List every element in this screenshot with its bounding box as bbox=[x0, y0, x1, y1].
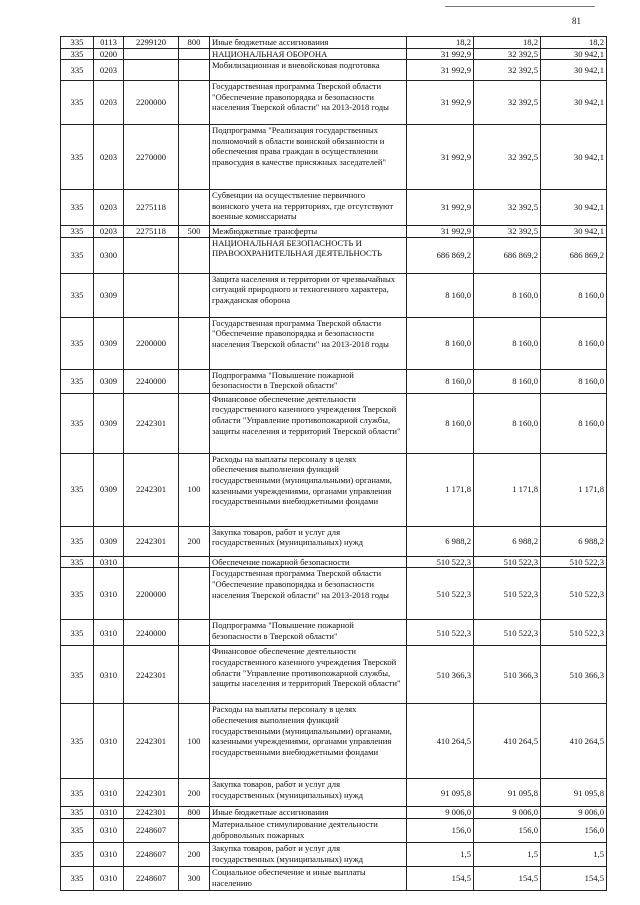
amount-year3-cell: 510 522,3 bbox=[541, 620, 607, 646]
amount-year2-cell: 32 392,5 bbox=[474, 190, 541, 226]
amount-year3-cell: 91 095,8 bbox=[541, 779, 607, 807]
expense-kind-cell: 800 bbox=[179, 807, 210, 819]
amount-year3-cell: 30 942,1 bbox=[541, 125, 607, 190]
amount-year2-cell: 18,2 bbox=[474, 37, 541, 49]
admin-code-cell: 335 bbox=[61, 568, 94, 620]
amount-year3-cell: 30 942,1 bbox=[541, 81, 607, 125]
target-code-cell bbox=[124, 48, 179, 60]
expense-kind-cell bbox=[179, 620, 210, 646]
target-code-cell: 2248607 bbox=[124, 866, 179, 890]
amount-year1-cell: 510 366,3 bbox=[407, 646, 474, 704]
section-code-cell: 0300 bbox=[94, 237, 124, 273]
admin-code-cell: 335 bbox=[61, 226, 94, 238]
description-cell: Государственная программа Тверской области "Обеспечение правопорядка и безопасности населения Тверской области" на 2013-2018 годы bbox=[210, 568, 407, 620]
amount-year2-cell: 686 869,2 bbox=[474, 237, 541, 273]
description-cell: Социальное обеспечение и иные выплаты населению bbox=[210, 866, 407, 890]
expense-kind-cell: 200 bbox=[179, 779, 210, 807]
table-row bbox=[61, 190, 607, 226]
amount-year1-cell: 31 992,9 bbox=[407, 60, 474, 81]
amount-year1-cell: 8 160,0 bbox=[407, 317, 474, 369]
target-code-cell: 2200000 bbox=[124, 317, 179, 369]
amount-year2-cell: 32 392,5 bbox=[474, 60, 541, 81]
section-code-cell: 0309 bbox=[94, 453, 124, 526]
section-code-cell: 0310 bbox=[94, 704, 124, 779]
amount-year3-cell: 18,2 bbox=[541, 37, 607, 49]
section-code-cell: 0310 bbox=[94, 807, 124, 819]
expense-kind-cell: 500 bbox=[179, 226, 210, 238]
admin-code-cell: 335 bbox=[61, 48, 94, 60]
table-row bbox=[61, 393, 607, 453]
amount-year3-cell: 30 942,1 bbox=[541, 226, 607, 238]
description-cell: Субвенции на осуществление первичного воинского учета на территориях, где отсутствуют военные комиссариаты bbox=[210, 190, 407, 226]
amount-year3-cell: 156,0 bbox=[541, 818, 607, 842]
description-cell: НАЦИОНАЛЬНАЯ БЕЗОПАСНОСТЬ И ПРАВООХРАНИТЕЛЬНАЯ ДЕЯТЕЛЬНОСТЬ bbox=[210, 237, 407, 273]
amount-year3-cell: 8 160,0 bbox=[541, 393, 607, 453]
section-code-cell: 0310 bbox=[94, 568, 124, 620]
expense-kind-cell bbox=[179, 818, 210, 842]
target-code-cell bbox=[124, 273, 179, 317]
table-row bbox=[61, 556, 607, 568]
page-number: 81 bbox=[572, 16, 581, 26]
budget-table bbox=[60, 36, 607, 891]
expense-kind-cell bbox=[179, 273, 210, 317]
target-code-cell bbox=[124, 237, 179, 273]
admin-code-cell: 335 bbox=[61, 369, 94, 393]
table-row bbox=[61, 620, 607, 646]
admin-code-cell: 335 bbox=[61, 237, 94, 273]
top-rule bbox=[445, 6, 595, 7]
section-code-cell: 0310 bbox=[94, 646, 124, 704]
admin-code-cell: 335 bbox=[61, 807, 94, 819]
description-cell: Иные бюджетные ассигнования bbox=[210, 807, 407, 819]
target-code-cell: 2242301 bbox=[124, 807, 179, 819]
admin-code-cell: 335 bbox=[61, 646, 94, 704]
amount-year2-cell: 9 006,0 bbox=[474, 807, 541, 819]
expense-kind-cell: 100 bbox=[179, 453, 210, 526]
expense-kind-cell bbox=[179, 190, 210, 226]
amount-year2-cell: 510 522,3 bbox=[474, 556, 541, 568]
table-row bbox=[61, 37, 607, 49]
target-code-cell bbox=[124, 60, 179, 81]
amount-year2-cell: 510 522,3 bbox=[474, 568, 541, 620]
expense-kind-cell bbox=[179, 646, 210, 704]
amount-year2-cell: 32 392,5 bbox=[474, 226, 541, 238]
target-code-cell: 2299120 bbox=[124, 37, 179, 49]
description-cell: Расходы на выплаты персоналу в целях обеспечения выполнения функций государственными (муниципальными) органами, казенными учреждениями, органами управления государственными внебюджетными фондами bbox=[210, 453, 407, 526]
table-row bbox=[61, 807, 607, 819]
target-code-cell: 2242301 bbox=[124, 646, 179, 704]
admin-code-cell: 335 bbox=[61, 60, 94, 81]
admin-code-cell: 335 bbox=[61, 866, 94, 890]
section-code-cell: 0309 bbox=[94, 369, 124, 393]
target-code-cell: 2200000 bbox=[124, 568, 179, 620]
target-code-cell bbox=[124, 556, 179, 568]
amount-year1-cell: 510 522,3 bbox=[407, 568, 474, 620]
description-cell: Материальное стимулирование деятельности добровольных пожарных bbox=[210, 818, 407, 842]
section-code-cell: 0203 bbox=[94, 60, 124, 81]
admin-code-cell: 335 bbox=[61, 37, 94, 49]
expense-kind-cell bbox=[179, 237, 210, 273]
description-cell: Межбюджетные трансферты bbox=[210, 226, 407, 238]
target-code-cell: 2270000 bbox=[124, 125, 179, 190]
target-code-cell: 2242301 bbox=[124, 704, 179, 779]
target-code-cell: 2240000 bbox=[124, 620, 179, 646]
expense-kind-cell bbox=[179, 125, 210, 190]
section-code-cell: 0203 bbox=[94, 226, 124, 238]
description-cell: НАЦИОНАЛЬНАЯ ОБОРОНА bbox=[210, 48, 407, 60]
amount-year2-cell: 1,5 bbox=[474, 842, 541, 866]
amount-year1-cell: 156,0 bbox=[407, 818, 474, 842]
admin-code-cell: 335 bbox=[61, 818, 94, 842]
amount-year3-cell: 510 522,3 bbox=[541, 556, 607, 568]
target-code-cell: 2240000 bbox=[124, 369, 179, 393]
amount-year1-cell: 410 264,5 bbox=[407, 704, 474, 779]
amount-year3-cell: 510 366,3 bbox=[541, 646, 607, 704]
amount-year2-cell: 510 522,3 bbox=[474, 620, 541, 646]
amount-year1-cell: 31 992,9 bbox=[407, 125, 474, 190]
target-code-cell: 2275118 bbox=[124, 226, 179, 238]
admin-code-cell: 335 bbox=[61, 453, 94, 526]
amount-year2-cell: 32 392,5 bbox=[474, 48, 541, 60]
amount-year1-cell: 31 992,9 bbox=[407, 190, 474, 226]
amount-year3-cell: 30 942,1 bbox=[541, 190, 607, 226]
admin-code-cell: 335 bbox=[61, 317, 94, 369]
admin-code-cell: 335 bbox=[61, 526, 94, 556]
expense-kind-cell: 200 bbox=[179, 842, 210, 866]
amount-year3-cell: 30 942,1 bbox=[541, 60, 607, 81]
section-code-cell: 0310 bbox=[94, 779, 124, 807]
admin-code-cell: 335 bbox=[61, 125, 94, 190]
amount-year2-cell: 410 264,5 bbox=[474, 704, 541, 779]
amount-year3-cell: 8 160,0 bbox=[541, 317, 607, 369]
amount-year1-cell: 510 522,3 bbox=[407, 620, 474, 646]
amount-year2-cell: 8 160,0 bbox=[474, 393, 541, 453]
section-code-cell: 0309 bbox=[94, 317, 124, 369]
table-row bbox=[61, 866, 607, 890]
expense-kind-cell: 300 bbox=[179, 866, 210, 890]
admin-code-cell: 335 bbox=[61, 620, 94, 646]
amount-year1-cell: 18,2 bbox=[407, 37, 474, 49]
section-code-cell: 0310 bbox=[94, 866, 124, 890]
target-code-cell: 2242301 bbox=[124, 526, 179, 556]
expense-kind-cell bbox=[179, 556, 210, 568]
amount-year1-cell: 8 160,0 bbox=[407, 273, 474, 317]
amount-year1-cell: 31 992,9 bbox=[407, 226, 474, 238]
amount-year1-cell: 154,5 bbox=[407, 866, 474, 890]
admin-code-cell: 335 bbox=[61, 842, 94, 866]
amount-year1-cell: 6 988,2 bbox=[407, 526, 474, 556]
description-cell: Иные бюджетные ассигнования bbox=[210, 37, 407, 49]
table-row bbox=[61, 237, 607, 273]
amount-year2-cell: 510 366,3 bbox=[474, 646, 541, 704]
amount-year1-cell: 8 160,0 bbox=[407, 393, 474, 453]
section-code-cell: 0203 bbox=[94, 125, 124, 190]
expense-kind-cell bbox=[179, 568, 210, 620]
amount-year3-cell: 30 942,1 bbox=[541, 48, 607, 60]
amount-year3-cell: 9 006,0 bbox=[541, 807, 607, 819]
description-cell: Обеспечение пожарной безопасности bbox=[210, 556, 407, 568]
table-row bbox=[61, 779, 607, 807]
target-code-cell: 2242301 bbox=[124, 453, 179, 526]
target-code-cell: 2275118 bbox=[124, 190, 179, 226]
section-code-cell: 0203 bbox=[94, 190, 124, 226]
description-cell: Мобилизационная и вневойсковая подготовка bbox=[210, 60, 407, 81]
table-row bbox=[61, 526, 607, 556]
amount-year3-cell: 1 171,8 bbox=[541, 453, 607, 526]
target-code-cell: 2242301 bbox=[124, 393, 179, 453]
section-code-cell: 0309 bbox=[94, 273, 124, 317]
amount-year3-cell: 8 160,0 bbox=[541, 273, 607, 317]
amount-year2-cell: 8 160,0 bbox=[474, 369, 541, 393]
table-row bbox=[61, 568, 607, 620]
amount-year3-cell: 410 264,5 bbox=[541, 704, 607, 779]
description-cell: Подпрограмма "Повышение пожарной безопасности в Тверской области" bbox=[210, 369, 407, 393]
amount-year1-cell: 686 869,2 bbox=[407, 237, 474, 273]
section-code-cell: 0310 bbox=[94, 818, 124, 842]
table-row bbox=[61, 818, 607, 842]
section-code-cell: 0203 bbox=[94, 81, 124, 125]
amount-year2-cell: 8 160,0 bbox=[474, 273, 541, 317]
amount-year1-cell: 8 160,0 bbox=[407, 369, 474, 393]
amount-year2-cell: 156,0 bbox=[474, 818, 541, 842]
amount-year2-cell: 8 160,0 bbox=[474, 317, 541, 369]
description-cell: Государственная программа Тверской области "Обеспечение правопорядка и безопасности населения Тверской области" на 2013-2018 годы bbox=[210, 81, 407, 125]
section-code-cell: 0309 bbox=[94, 526, 124, 556]
description-cell: Подпрограмма "Повышение пожарной безопасности в Тверской области" bbox=[210, 620, 407, 646]
description-cell: Защита населения и территории от чрезвычайных ситуаций природного и техногенного характера, гражданская оборона bbox=[210, 273, 407, 317]
amount-year2-cell: 32 392,5 bbox=[474, 81, 541, 125]
table-row bbox=[61, 646, 607, 704]
expense-kind-cell bbox=[179, 60, 210, 81]
description-cell: Закупка товаров, работ и услуг для государственных (муниципальных) нужд bbox=[210, 779, 407, 807]
section-code-cell: 0310 bbox=[94, 620, 124, 646]
amount-year2-cell: 154,5 bbox=[474, 866, 541, 890]
admin-code-cell: 335 bbox=[61, 704, 94, 779]
target-code-cell: 2248607 bbox=[124, 818, 179, 842]
amount-year2-cell: 1 171,8 bbox=[474, 453, 541, 526]
target-code-cell: 2200000 bbox=[124, 81, 179, 125]
admin-code-cell: 335 bbox=[61, 190, 94, 226]
target-code-cell: 2248607 bbox=[124, 842, 179, 866]
amount-year3-cell: 686 869,2 bbox=[541, 237, 607, 273]
amount-year1-cell: 510 522,3 bbox=[407, 556, 474, 568]
amount-year3-cell: 154,5 bbox=[541, 866, 607, 890]
section-code-cell: 0310 bbox=[94, 556, 124, 568]
expense-kind-cell: 200 bbox=[179, 526, 210, 556]
expense-kind-cell: 100 bbox=[179, 704, 210, 779]
expense-kind-cell bbox=[179, 369, 210, 393]
amount-year1-cell: 1 171,8 bbox=[407, 453, 474, 526]
amount-year3-cell: 8 160,0 bbox=[541, 369, 607, 393]
expense-kind-cell: 800 bbox=[179, 37, 210, 49]
admin-code-cell: 335 bbox=[61, 779, 94, 807]
amount-year3-cell: 1,5 bbox=[541, 842, 607, 866]
description-cell: Государственная программа Тверской области "Обеспечение правопорядка и безопасности населения Тверской области" на 2013-2018 годы bbox=[210, 317, 407, 369]
amount-year1-cell: 91 095,8 bbox=[407, 779, 474, 807]
expense-kind-cell bbox=[179, 393, 210, 453]
amount-year1-cell: 9 006,0 bbox=[407, 807, 474, 819]
table-row bbox=[61, 453, 607, 526]
section-code-cell: 0113 bbox=[94, 37, 124, 49]
expense-kind-cell bbox=[179, 81, 210, 125]
description-cell: Закупка товаров, работ и услуг для государственных (муниципальных) нужд bbox=[210, 842, 407, 866]
description-cell: Финансовое обеспечение деятельности государственного казенного учреждения Тверской области "Управление противопожарной службы, защиты населения и территорий Тверской области" bbox=[210, 393, 407, 453]
admin-code-cell: 335 bbox=[61, 556, 94, 568]
admin-code-cell: 335 bbox=[61, 393, 94, 453]
amount-year3-cell: 6 988,2 bbox=[541, 526, 607, 556]
table-row bbox=[61, 60, 607, 81]
target-code-cell: 2242301 bbox=[124, 779, 179, 807]
table-row bbox=[61, 226, 607, 238]
section-code-cell: 0200 bbox=[94, 48, 124, 60]
admin-code-cell: 335 bbox=[61, 81, 94, 125]
amount-year2-cell: 6 988,2 bbox=[474, 526, 541, 556]
table-row bbox=[61, 273, 607, 317]
description-cell: Финансовое обеспечение деятельности государственного казенного учреждения Тверской области "Управление противопожарной службы, защиты населения и территорий Тверской области" bbox=[210, 646, 407, 704]
table-row bbox=[61, 704, 607, 779]
description-cell: Закупка товаров, работ и услуг для государственных (муниципальных) нужд bbox=[210, 526, 407, 556]
amount-year1-cell: 31 992,9 bbox=[407, 81, 474, 125]
description-cell: Расходы на выплаты персоналу в целях обеспечения выполнения функций государственными (муниципальными) органами, казенными учреждениями, органами управления государственными внебюджетными фондами bbox=[210, 704, 407, 779]
description-cell: Подпрограмма "Реализация государственных полномочий в области воинской обязанности и обеспечения права граждан в осуществлении правосудия в качестве присяжных заседателей" bbox=[210, 125, 407, 190]
table-row bbox=[61, 48, 607, 60]
section-code-cell: 0310 bbox=[94, 842, 124, 866]
table-row bbox=[61, 125, 607, 190]
amount-year1-cell: 31 992,9 bbox=[407, 48, 474, 60]
amount-year2-cell: 32 392,5 bbox=[474, 125, 541, 190]
amount-year3-cell: 510 522,3 bbox=[541, 568, 607, 620]
admin-code-cell: 335 bbox=[61, 273, 94, 317]
expense-kind-cell bbox=[179, 317, 210, 369]
table-row bbox=[61, 369, 607, 393]
table-row bbox=[61, 81, 607, 125]
amount-year1-cell: 1,5 bbox=[407, 842, 474, 866]
expense-kind-cell bbox=[179, 48, 210, 60]
amount-year2-cell: 91 095,8 bbox=[474, 779, 541, 807]
table-row bbox=[61, 317, 607, 369]
table-row bbox=[61, 842, 607, 866]
section-code-cell: 0309 bbox=[94, 393, 124, 453]
